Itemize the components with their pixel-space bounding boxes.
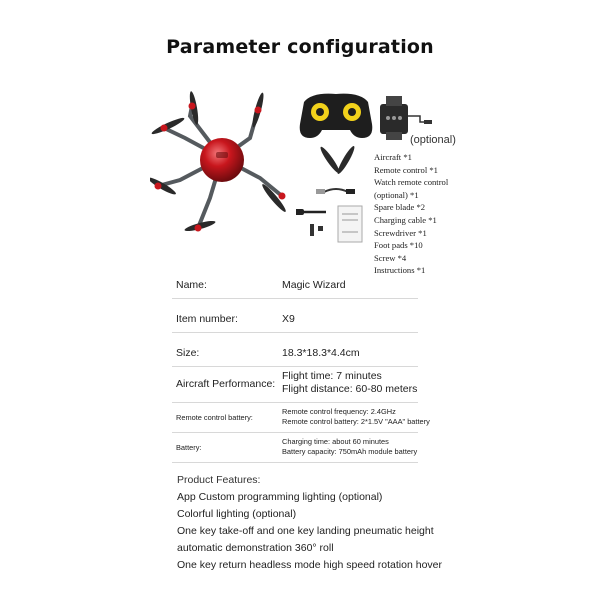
list-item: Spare blade *2 [374,202,426,213]
list-item: Colorful lighting (optional) [177,507,297,520]
spec-value: Charging time: about 60 minutes [282,437,389,446]
list-item: automatic demonstration 360° roll [177,541,334,554]
drone-image [150,88,290,238]
spec-value: X9 [282,313,295,325]
package-contents-list [374,151,448,277]
spec-label: Aircraft Performance: [176,378,276,390]
spec-row-rc-battery [172,402,430,433]
spec-label: Remote control battery: [176,413,253,422]
remote-controller-icon [300,94,373,138]
list-item: Aircraft *1 [374,152,412,162]
list-item: Screw *4 [374,252,407,263]
spec-row-name [172,268,418,299]
list-item: Foot pads *10 [374,240,423,251]
spec-value: Flight time: 7 minutes [282,370,382,382]
spec-label: Item number: [176,313,238,325]
list-item: Remote control *1 [374,164,438,175]
spec-value: Battery capacity: 750mAh module battery [282,447,418,456]
list-item: Screwdriver *1 [374,227,427,238]
list-item: One key take-off and one key landing pneumatic height [177,524,434,537]
list-item: Charging cable *1 [374,214,437,225]
spec-row-performance [172,366,418,403]
list-item: (optional) *1 [374,189,419,200]
spec-value: Flight distance: 60-80 meters [282,383,418,395]
list-item: App Custom programming lighting (optional) [177,490,383,503]
spec-label: Size: [176,347,200,359]
page-title: Parameter configuration [166,36,434,58]
product-features-list [177,472,442,573]
spec-value: Remote control frequency: 2.4GHz [282,407,396,416]
spec-label: Name: [176,279,207,291]
list-item: One key return headless mode high speed rotation hover [177,558,442,571]
spec-value: Remote control battery: 2*1.5V "AAA" battery [282,417,430,426]
spec-value: 18.3*18.3*4.4cm [282,347,360,359]
spec-row-battery [172,432,418,463]
spec-row-item-number [172,298,418,333]
optional-label: (optional) [410,134,456,146]
features-heading: Product Features: [177,474,261,486]
accessories-image [296,88,376,248]
spec-row-size [172,332,418,367]
list-item: Instructions *1 [374,265,426,276]
list-item: Watch remote control [374,177,449,188]
spec-label: Battery: [176,443,202,452]
spec-value: Magic Wizard [282,279,346,291]
